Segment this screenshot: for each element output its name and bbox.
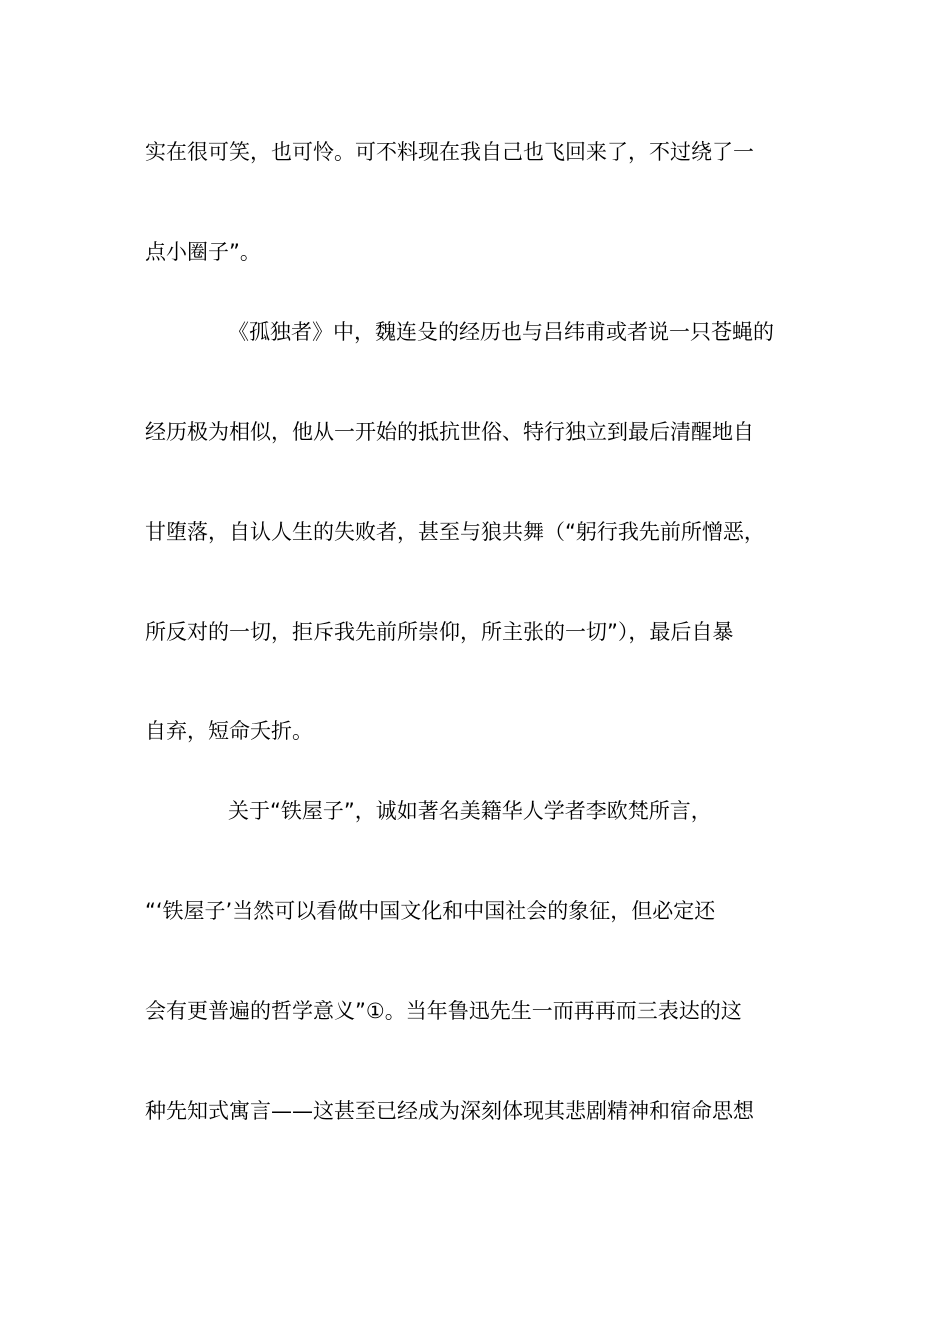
text-line: 会有更普遍的哲学意义”①。当年鲁迅先生一而再再而三表达的这 bbox=[145, 999, 742, 1023]
text-line: 自弃，短命夭折。 bbox=[145, 719, 313, 743]
text-line: 所反对的一切，拒斥我先前所崇仰，所主张的一切”），最后自暴 bbox=[145, 620, 734, 644]
text-line: 经历极为相似，他从一开始的抵抗世俗、特行独立到最后清醒地自 bbox=[145, 420, 754, 444]
text-line: 种先知式寓言——这甚至已经成为深刻体现其悲剧精神和宿命思想 bbox=[145, 1099, 754, 1123]
paragraph-start-line: 关于“铁屋子”，诚如著名美籍华人学者李欧梵所言， bbox=[228, 799, 712, 823]
text-line: 点小圈子”。 bbox=[145, 240, 261, 264]
paragraph-start-line: 《孤独者》中，魏连殳的经历也与吕纬甫或者说一只苍蝇的 bbox=[228, 320, 774, 344]
text-line: 甘堕落，自认人生的失败者，甚至与狼共舞（“躬行我先前所憎恶， bbox=[145, 520, 765, 544]
text-line: 实在很可笑，也可怜。可不料现在我自己也飞回来了，不过绕了一 bbox=[145, 140, 754, 164]
text-line: “‘铁屋子’当然可以看做中国文化和中国社会的象征，但必定还 bbox=[145, 899, 716, 923]
